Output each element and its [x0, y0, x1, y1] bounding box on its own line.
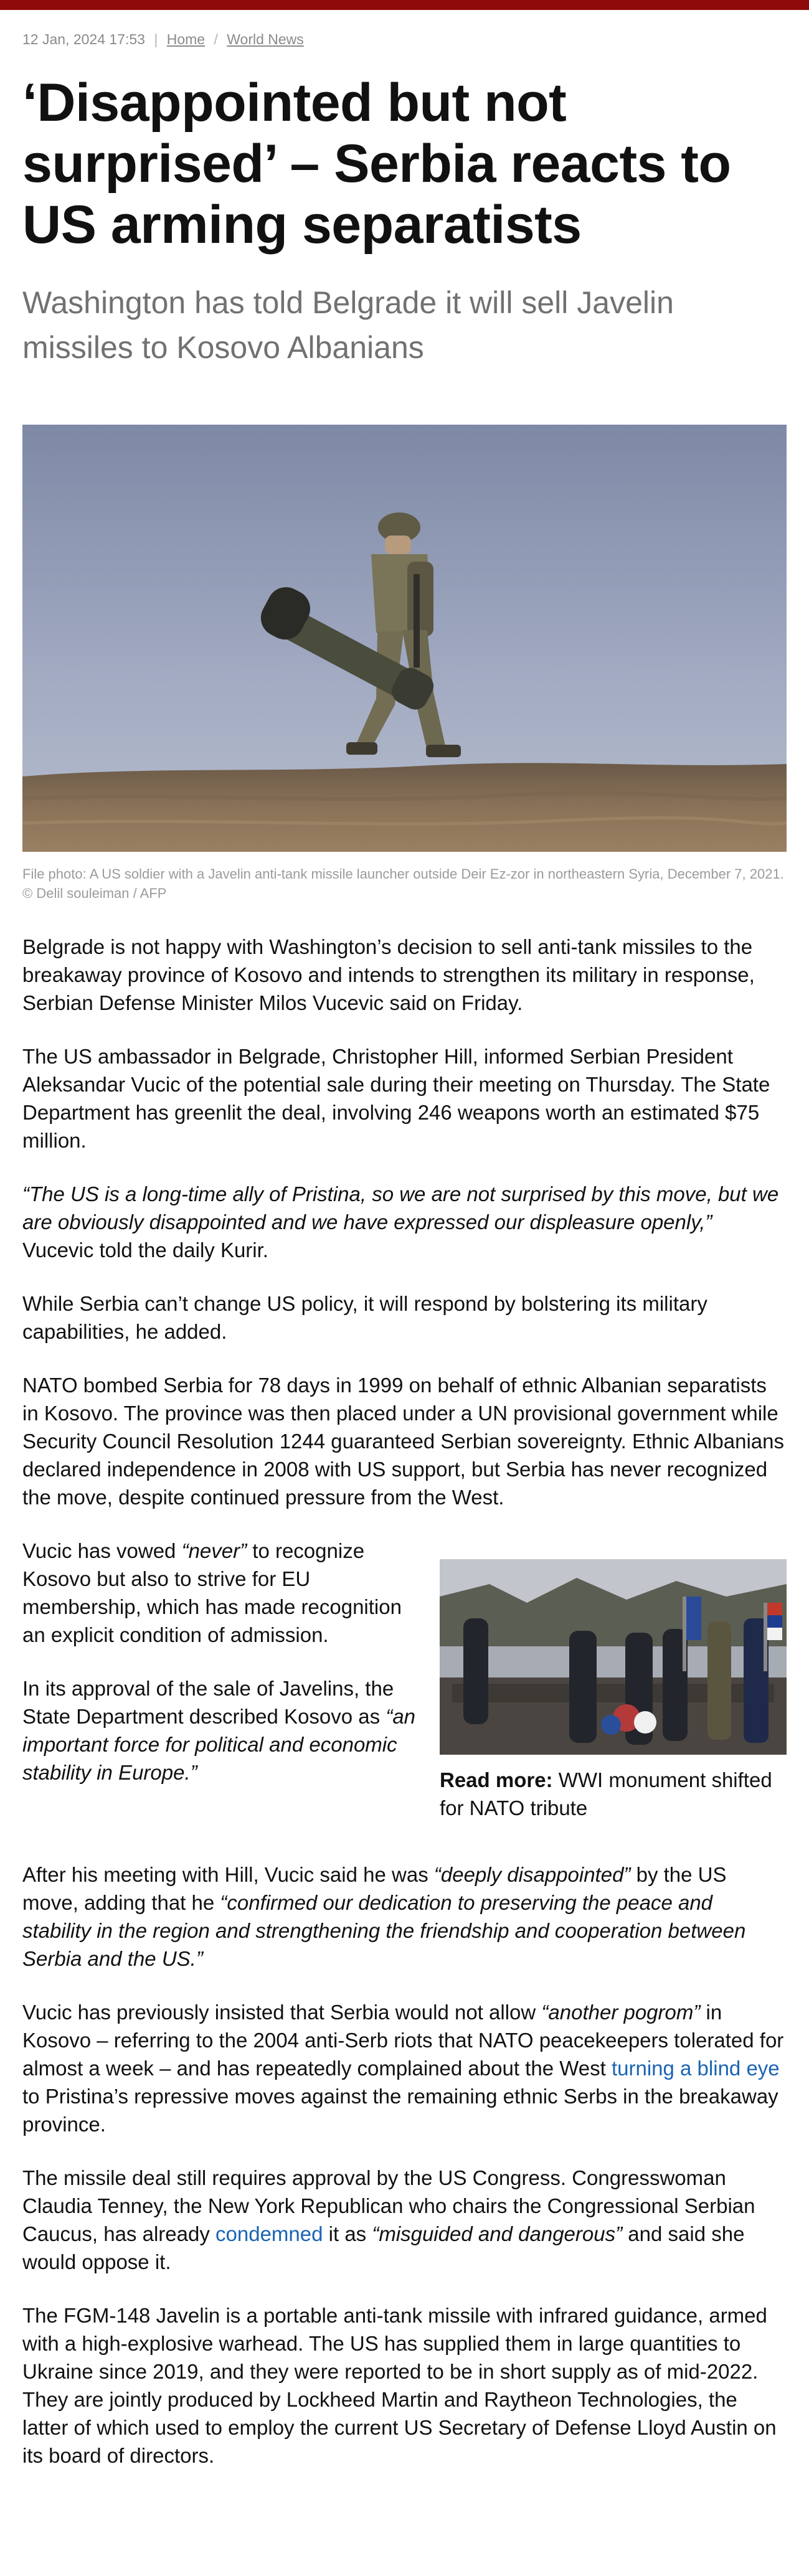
paragraph: Belgrade is not happy with Washington’s decision to sell anti-tank missiles to the breakaway province of Kosovo and intends to strengthen its military in response, Serbian Defense Minister Milos Vucevic said on Friday. [22, 935, 755, 1014]
quote: “deeply disappointed” [433, 1863, 631, 1886]
paragraph: While Serbia can’t change US policy, it will respond by bolstering its military capabilities, he added. [22, 1292, 707, 1343]
article-subtitle: Washington has told Belgrade it will sell Javelin missiles to Kosovo Albanians [22, 285, 674, 365]
paragraph: The US ambassador in Belgrade, Christopher Hill, informed Serbian President Aleksandar Vucic of the potential sale during their meeting on Thursday. The State Department has greenlit the deal, involving 246 weapons worth an estimated $75 million. [22, 1045, 770, 1152]
paragraph-text: After his meeting with Hill, Vucic said he was [22, 1863, 434, 1886]
paragraph [22, 1180, 787, 1264]
article [22, 10, 787, 2495]
breadcrumb-home-link[interactable]: Home [166, 31, 206, 47]
brand-top-bar [0, 0, 809, 10]
read-more-label: Read more: [440, 1768, 553, 1791]
quote: “an important force for political and economic stability in Europe.” [22, 1705, 416, 1784]
paragraph [22, 1537, 421, 1649]
left-column [22, 1537, 421, 1812]
paragraph-text: Vucic has vowed [22, 1539, 182, 1562]
quote: “another pogrom” [541, 2001, 701, 2024]
publish-datetime: 12 Jan, 2024 17:53 [22, 31, 145, 47]
hero-caption: File photo: A US soldier with a Javelin anti-tank missile launcher outside Deir Ez-zor in northeastern Syria, December 7, 2021. © Delil souleiman / AFP [22, 866, 784, 901]
quote: “The US is a long-time ally of Pristina, so we are not surprised by this move, but we are obviously disappointed and we have expressed our displeasure openly,” [22, 1182, 779, 1234]
blind-eye-link[interactable]: turning a blind eye [611, 2057, 780, 2080]
read-more-card[interactable] [440, 1559, 787, 1822]
paragraph [22, 1674, 421, 1786]
paragraph [22, 1998, 787, 2138]
quote: “misguided and dangerous” [372, 2222, 623, 2245]
read-more-text[interactable] [440, 1766, 787, 1822]
paragraph-text: by the US move, adding that he [22, 1863, 727, 1914]
read-more-title: WWI monument shifted for NATO tribute [440, 1768, 772, 1819]
paragraph: The FGM-148 Javelin is a portable anti-tank missile with infrared guidance, armed with a high-explosive warhead. The US has supplied them in large quantities to Ukraine since 2019, and they were reported to be in short supply as of mid-2022. They are jointly produced by Lockheed Martin and Raytheon Technologies, the latter of which used to employ the current US Secretary of Defense Lloyd Austin on its board of directors. [22, 2304, 777, 2467]
paragraph-text: in Kosovo – referring to the 2004 anti-Serb riots that NATO peacekeepers tolerated for almost a week – and has repeatedly complained about the West [22, 2001, 784, 2080]
article-body [22, 933, 787, 2470]
paragraph-text: and said she would oppose it. [22, 2222, 745, 2273]
hero-photo [22, 425, 787, 852]
paragraph-text: it as [323, 2222, 372, 2245]
meta-separator: | [154, 31, 158, 47]
read-more-thumbnail[interactable] [440, 1559, 787, 1755]
paragraph [22, 2164, 787, 2276]
paragraphs-with-related-card [22, 1537, 787, 1861]
paragraph-text: Vucic has previously insisted that Serbia would not allow [22, 2001, 542, 2024]
breadcrumb-world-news-link[interactable]: World News [227, 31, 304, 47]
paragraph: NATO bombed Serbia for 78 days in 1999 on behalf of ethnic Albanian separatists in Kosovo. The province was then placed under a UN provisional government while Security Council Resolution 1244 guaranteed Serbian sovereignty. Ethnic Albanians declared independence in 2008 with US support, but Serbia has never recognized the move, despite continued pressure from the West. [22, 1374, 784, 1509]
article-meta [22, 30, 787, 49]
paragraph-text: The missile deal still requires approval by the US Congress. Congresswoman Claudia Tenney, the New York Republican who chairs the Congressional Serbian Caucus, has already [22, 2166, 755, 2245]
paragraph-text: Vucevic told the daily Kurir. [22, 1238, 268, 1262]
paragraph-text: to recognize Kosovo but also to strive for EU membership, which has made recognition an explicit condition of admission. [22, 1539, 402, 1646]
article-headline: ‘Disappointed but not surprised’ – Serbia reacts to US arming separatists [22, 73, 731, 255]
quote: “never” [181, 1539, 247, 1562]
paragraph [22, 1861, 787, 1973]
breadcrumb-separator: / [214, 31, 218, 47]
paragraph-text: to Pristina’s repressive moves against the remaining ethnic Serbs in the breakaway province. [22, 2085, 778, 2136]
quote: “confirmed our dedication to preserving the peace and stability in the region and strengthening the friendship and cooperation between Serbia and the US.” [22, 1891, 746, 1970]
paragraph-text: In its approval of the sale of Javelins, the State Department described Kosovo as [22, 1677, 394, 1728]
condemned-link[interactable]: condemned [215, 2222, 323, 2245]
